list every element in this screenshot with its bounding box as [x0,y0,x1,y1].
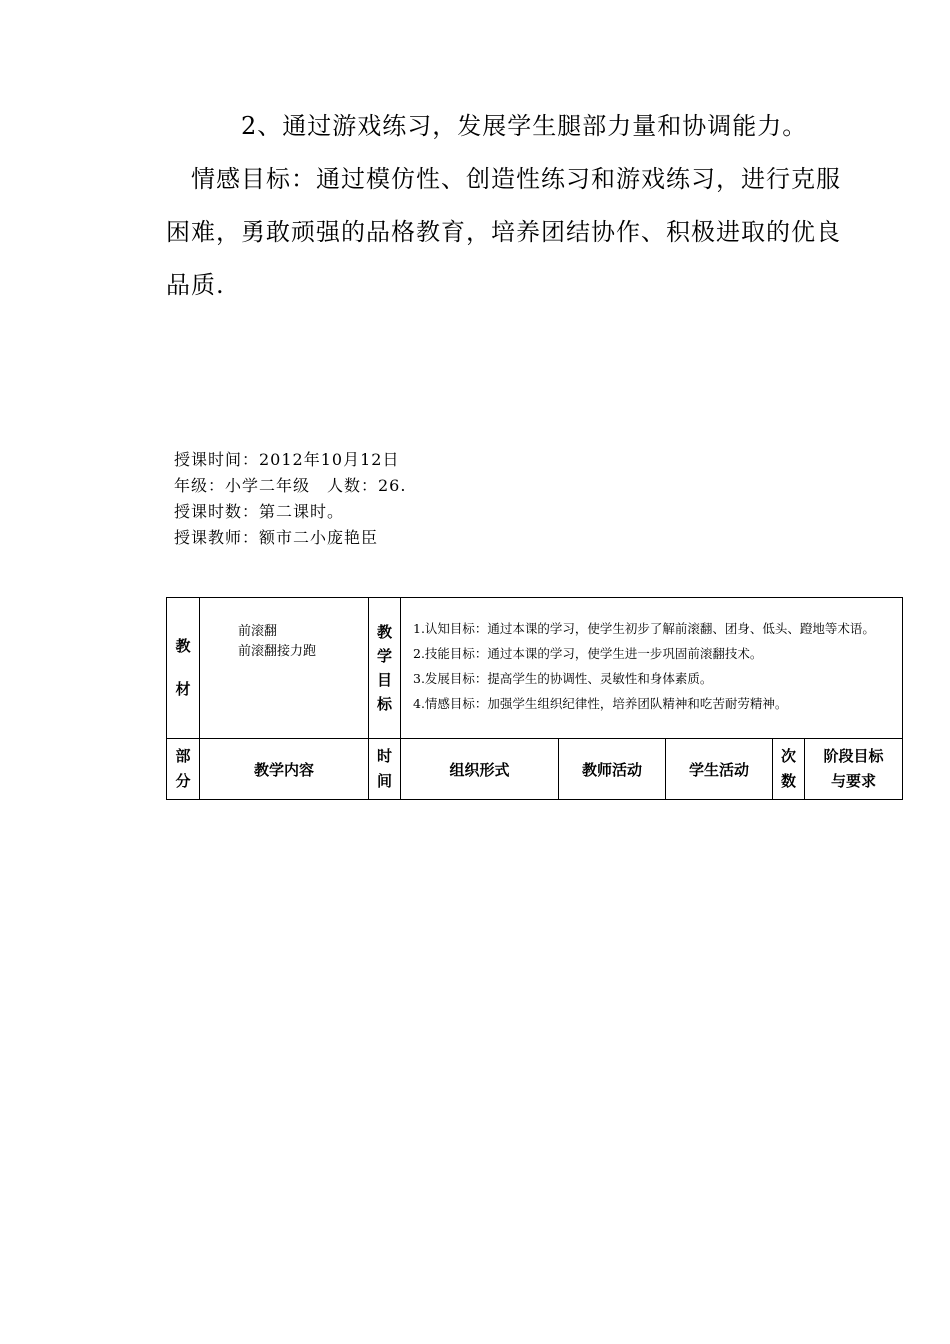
intro-paragraph-1: 2、通过游戏练习，发展学生腿部力量和协调能力。 [166,112,808,140]
lesson-meta [174,447,406,551]
header-stage-goal: 阶段目标 与要求 [805,739,903,800]
emotional-goal-paragraph: 情感目标：通过模仿性、创造性练习和游戏练习，进行克服困难，勇敢顽强的品格教育，培养团结协作、积极进取的优良品质. [166,165,841,299]
lesson-period: 授课时数：第二课时。 [174,502,345,521]
materials-label: 教 材 [167,598,200,739]
header-student-activity: 学生活动 [666,739,773,800]
header-row [167,739,903,800]
material-item: 前滚翻接力跑 [238,644,317,659]
material-item: 前滚翻 [238,624,278,639]
objectives-label: 教 学 目 标 [369,598,401,739]
header-count: 次 数 [773,739,805,800]
objectives-content [401,598,903,739]
header-time: 时 间 [369,739,401,800]
lesson-plan-table [166,597,903,800]
materials-content [200,598,369,739]
lesson-time: 授课时间：2012年10月12日 [174,450,400,469]
header-organization: 组织形式 [401,739,559,800]
grade-count: 年级：小学二年级 人数：26. [174,476,407,495]
header-part: 部 分 [167,739,200,800]
materials-row [167,598,903,739]
objective-item: 1.认知目标：通过本课的学习，使学生初步了解前滚翻、团身、低头、蹬地等术语。 [413,621,875,636]
header-content: 教学内容 [200,739,369,800]
header-teacher-activity: 教师活动 [559,739,666,800]
objective-item: 3.发展目标：提高学生的协调性、灵敏性和身体素质。 [413,671,713,686]
lesson-teacher: 授课教师：额市二小庞艳臣 [174,528,379,547]
objective-item: 4.情感目标：加强学生组织纪律性，培养团队精神和吃苦耐劳精神。 [413,696,788,711]
objective-item: 2.技能目标：通过本课的学习，使学生进一步巩固前滚翻技术。 [413,646,763,661]
